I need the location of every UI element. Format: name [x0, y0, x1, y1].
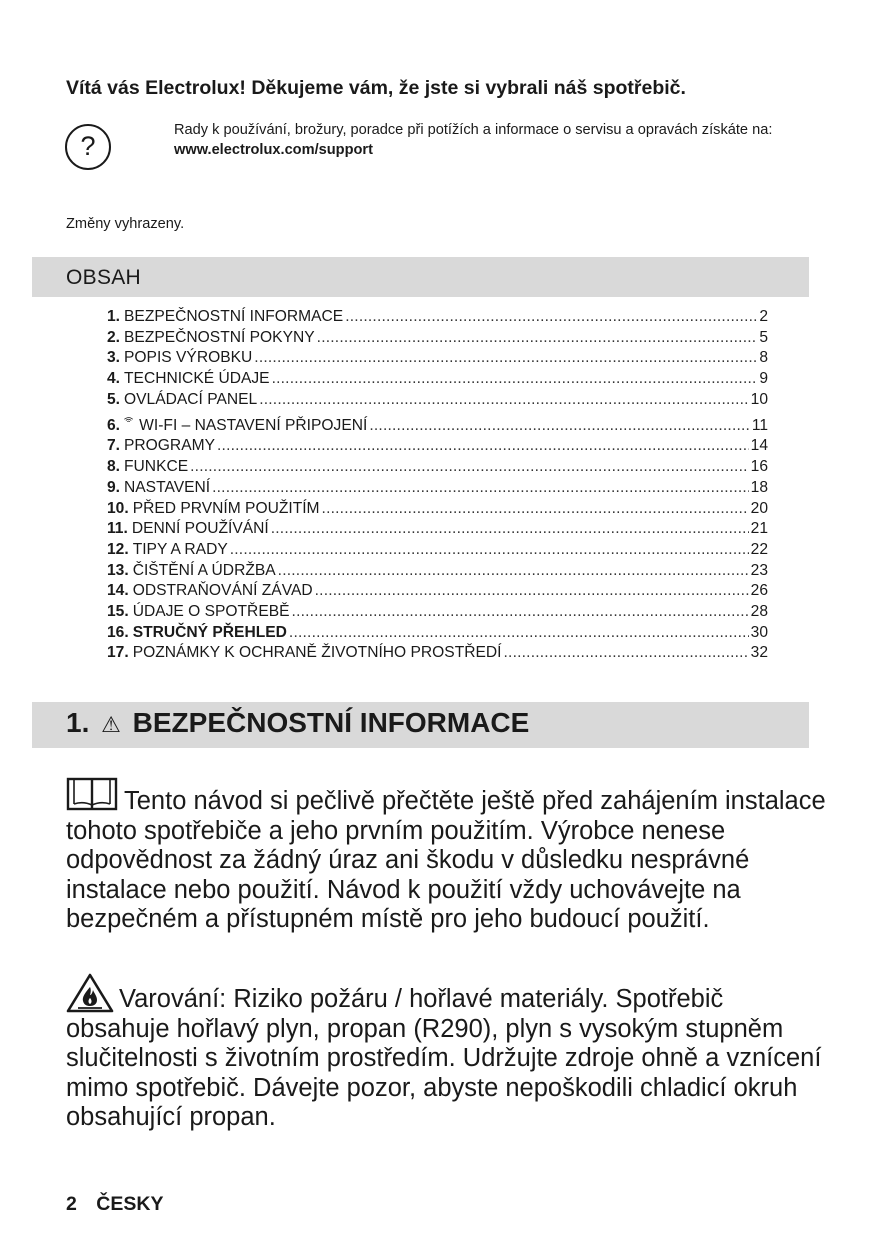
- toc-item[interactable]: 1. BEZPEČNOSTNÍ INFORMACE ..... 2: [107, 307, 768, 328]
- wifi-icon: [124, 410, 133, 430]
- toc-item[interactable]: 4. TECHNICKÉ ÚDAJE ..... 9: [107, 369, 768, 390]
- toc-item[interactable]: 2. BEZPEČNOSTNÍ POKYNY ..... 5: [107, 328, 768, 349]
- section-number: 1.: [66, 707, 90, 738]
- book-icon: [66, 777, 118, 811]
- support-text: Rady k používání, brožury, poradce při potížích a informace o servisu a opravách získáte na:: [174, 122, 773, 138]
- toc-item[interactable]: 14. ODSTRAŇOVÁNÍ ZÁVAD ..... 26: [107, 581, 768, 602]
- fire-warning-paragraph: [66, 973, 826, 1133]
- fire-warning-text: Varování: Riziko požáru / hořlavé materiály. Spotřebič obsahuje hořlavý plyn, propan (R290), plyn s vysokým stupněm slučitelnosti s životním prostředím. Udržujte zdroje ohně a vznícení mimo spotřebič. Dávejte pozor, abyste nepoškodili chladicí okruh obsahující propan.: [66, 985, 822, 1132]
- toc-item[interactable]: 17. POZNÁMKY K OCHRANĚ ŽIVOTNÍHO PROSTŘEDÍ ..... 32: [107, 643, 768, 664]
- toc-item[interactable]: 12. TIPY A RADY ..... 22: [107, 540, 768, 561]
- toc-item[interactable]: 13. ČIŠTĚNÍ A ÚDRŽBA ..... 23: [107, 561, 768, 582]
- flammable-warning-icon: [66, 973, 114, 1013]
- page-footer: [66, 1193, 163, 1216]
- toc-item[interactable]: 16. STRUČNÝ PŘEHLED ..... 30: [107, 623, 768, 644]
- section-title: [66, 707, 529, 739]
- toc-item[interactable]: 15. ÚDAJE O SPOTŘEBĚ ..... 28: [107, 602, 768, 623]
- changes-reserved-note: Změny vyhrazeny.: [66, 216, 185, 232]
- toc-item[interactable]: 7. PROGRAMY ..... 14: [107, 436, 768, 457]
- section-title-text: BEZPEČNOSTNÍ INFORMACE: [132, 707, 530, 738]
- toc-item[interactable]: 6. WI-FI – NASTAVENÍ PŘIPOJENÍ ..... 11: [107, 410, 768, 436]
- toc-item[interactable]: 10. PŘED PRVNÍM POUŽITÍM ..... 20: [107, 499, 768, 520]
- question-mark-icon: ?: [65, 124, 111, 170]
- toc-item[interactable]: 11. DENNÍ POUŽÍVÁNÍ ..... 21: [107, 519, 768, 540]
- toc-item[interactable]: 8. FUNKCE ..... 16: [107, 457, 768, 478]
- language-label: ČESKY: [96, 1193, 164, 1215]
- welcome-heading: Vítá vás Electrolux! Děkujeme vám, že jste si vybrali náš spotřebič.: [66, 77, 686, 99]
- instructions-text: Tento návod si pečlivě přečtěte ještě před zahájením instalace tohoto spotřebiče a jeho prvním použitím. Výrobce nenese odpovědnost za žádný úraz ani škodu v důsledku nesprávné instalace nebo použití. Návod k použití vždy uchovávejte na bezpečném a přístupném místě pro jeho budoucí použití.: [66, 787, 826, 934]
- support-url[interactable]: www.electrolux.com/support: [174, 141, 373, 158]
- toc-item[interactable]: 3. POPIS VÝROBKU ..... 8: [107, 348, 768, 369]
- instructions-paragraph: [66, 777, 826, 935]
- page-number: 2: [66, 1193, 77, 1215]
- toc-item[interactable]: 9. NASTAVENÍ ..... 18: [107, 478, 768, 499]
- toc-heading: OBSAH: [66, 266, 142, 289]
- toc-item[interactable]: 5. OVLÁDACÍ PANEL ..... 10: [107, 390, 768, 411]
- toc-heading-band: [32, 257, 809, 297]
- table-of-contents: [107, 307, 768, 664]
- support-info: [174, 121, 814, 160]
- warning-icon: ⚠: [101, 712, 121, 737]
